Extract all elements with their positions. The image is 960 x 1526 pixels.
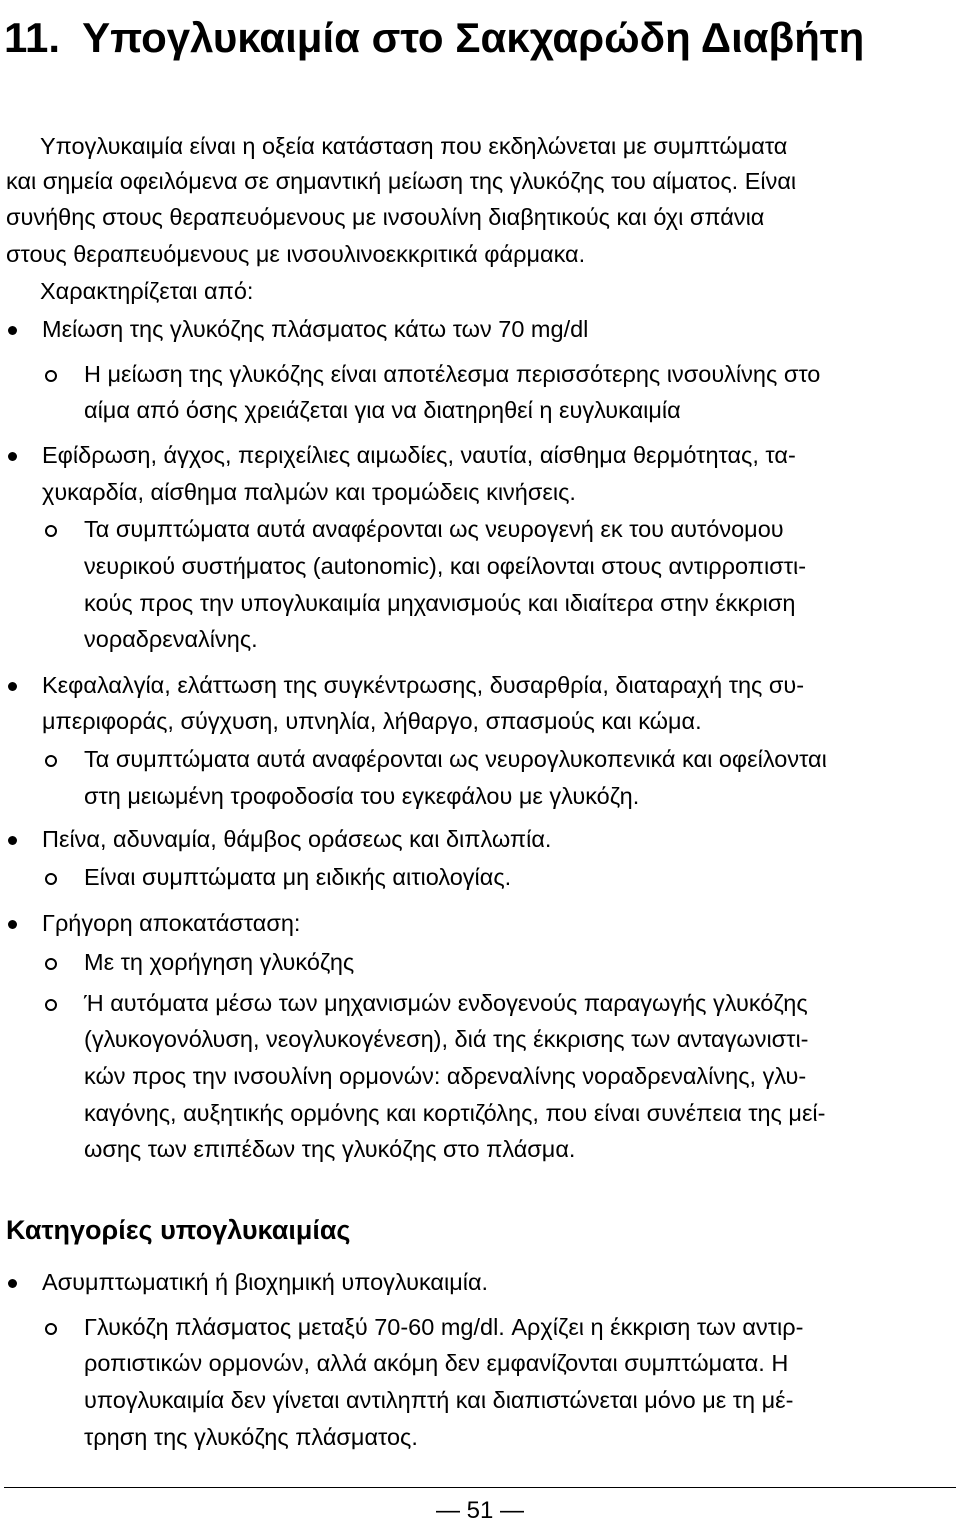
sub-bullet-text: Ή αυτόματα μέσω των μηχανισμών ενδογενούς παραγωγής γλυκόζης — [84, 990, 808, 1016]
sub-bullet-text: ωσης των επιπέδων της γλυκόζης στο πλάσμα. — [84, 1136, 576, 1162]
sub-bullet-text: Γλυκόζη πλάσματος μεταξύ 70-60 mg/dl. Αρχίζει η έκκριση των αντιρ- — [84, 1314, 804, 1340]
bullet-text: Κεφαλαλγία, ελάττωση της συγκέντρωσης, δυσαρθρία, διαταραχή της συ- — [42, 672, 805, 698]
bullet-icon — [8, 452, 17, 461]
intro-line: στους θεραπευόμενους με ινσουλινοεκκριτικά φάρμακα. — [6, 241, 586, 267]
bullet-text: Εφίδρωση, άγχος, περιχείλιες αιμωδίες, ναυτία, αίσθημα θερμότητας, τα- — [42, 442, 796, 468]
sub-bullet-text: κών προς την ινσουλίνη ορμονών: αδρεναλίνης νοραδρεναλίνης, γλυ- — [84, 1063, 807, 1089]
bullet-text: Ασυμπτωματική ή βιοχημική υπογλυκαιμία. — [42, 1269, 489, 1295]
bullet-text: Μείωση της γλυκόζης πλάσματος κάτω των 70 mg/dl — [42, 316, 589, 342]
page-number: — 51 — — [435, 1497, 525, 1524]
sub-bullet-text: νοραδρεναλίνης. — [84, 626, 258, 652]
bullet-icon — [8, 836, 17, 845]
bullet-text: μπεριφοράς, σύγχυση, υπνηλία, λήθαργο, σπασμούς και κώμα. — [42, 708, 702, 734]
bullet-icon — [8, 682, 17, 691]
sub-bullet-icon — [45, 958, 57, 970]
sub-bullet-text: Η μείωση της γλυκόζης είναι αποτέλεσμα περισσότερης ινσουλίνης στο — [84, 361, 821, 387]
sub-bullet-text: Με τη χορήγηση γλυκόζης — [84, 949, 355, 975]
sub-bullet-text: Τα συμπτώματα αυτά αναφέρονται ως νευρογενή εκ του αυτόνομου — [84, 516, 784, 542]
sub-bullet-text: νευρικού συστήματος (autonomic), και οφείλονται στους αντιρροπιστι- — [84, 553, 807, 579]
bullet-text: Πείνα, αδυναμία, θάμβος οράσεως και διπλωπία. — [42, 826, 552, 852]
sub-bullet-icon — [45, 370, 57, 382]
bullet-icon — [8, 1279, 17, 1288]
chapter-number: 11. — [4, 14, 61, 61]
section-heading: Κατηγορίες υπογλυκαιμίας — [6, 1215, 351, 1245]
sub-bullet-icon — [45, 873, 57, 885]
sub-bullet-icon — [45, 1323, 57, 1335]
sub-bullet-icon — [45, 999, 57, 1011]
sub-bullet-text: στη μειωμένη τροφοδοσία του εγκεφάλου με γλυκόζη. — [84, 783, 640, 809]
sub-bullet-text: υπογλυκαιμία δεν γίνεται αντιληπτή και διαπιστώνεται μόνο με τη μέ- — [84, 1387, 794, 1413]
sub-bullet-text: αίμα από όσης χρειάζεται για να διατηρηθεί η ευγλυκαιμία — [84, 397, 681, 423]
sub-bullet-icon — [45, 755, 57, 767]
bullet-text: Γρήγορη αποκατάσταση: — [42, 910, 301, 936]
footer-rule — [4, 1487, 956, 1488]
sub-bullet-text: ροπιστικών ορμονών, αλλά ακόμη δεν εμφανίζονται συμπτώματα. Η — [84, 1350, 789, 1376]
sub-bullet-icon — [45, 525, 57, 537]
chapter-title-text: Υπογλυκαιμία στο Σακχαρώδη Διαβήτη — [82, 14, 865, 61]
bullet-text: χυκαρδία, αίσθημα παλμών και τρομώδεις κινήσεις. — [42, 479, 576, 505]
bullet-icon — [8, 326, 17, 335]
intro-line: συνήθης στους θεραπευόμενους με ινσουλίνη διαβητικούς και όχι σπάνια — [6, 204, 765, 230]
intro-line: και σημεία οφειλόμενα σε σημαντική μείωση της γλυκόζης του αίματος. Είναι — [6, 168, 797, 194]
sub-bullet-text: (γλυκογονόλυση, νεογλυκογένεση), διά της έκκρισης των ανταγωνιστι- — [84, 1026, 809, 1052]
bullet-icon — [8, 920, 17, 929]
sub-bullet-text: τρηση της γλυκόζης πλάσματος. — [84, 1424, 418, 1450]
sub-bullet-text: Τα συμπτώματα αυτά αναφέρονται ως νευρογλυκοπενικά και οφείλονται — [84, 746, 827, 772]
intro-line: Υπογλυκαιμία είναι η οξεία κατάσταση που εκδηλώνεται με συμπτώματα — [40, 133, 788, 159]
chapter-title — [4, 6, 864, 70]
intro-lead-in: Χαρακτηρίζεται από: — [40, 278, 254, 304]
sub-bullet-text: Είναι συμπτώματα μη ειδικής αιτιολογίας. — [84, 864, 512, 890]
sub-bullet-text: καγόνης, αυξητικής ορμόνης και κορτιζόλης, που είναι συνέπεια της μεί- — [84, 1100, 826, 1126]
sub-bullet-text: κούς προς την υπογλυκαιμία μηχανισμούς και ιδιαίτερα στην έκκριση — [84, 590, 796, 616]
